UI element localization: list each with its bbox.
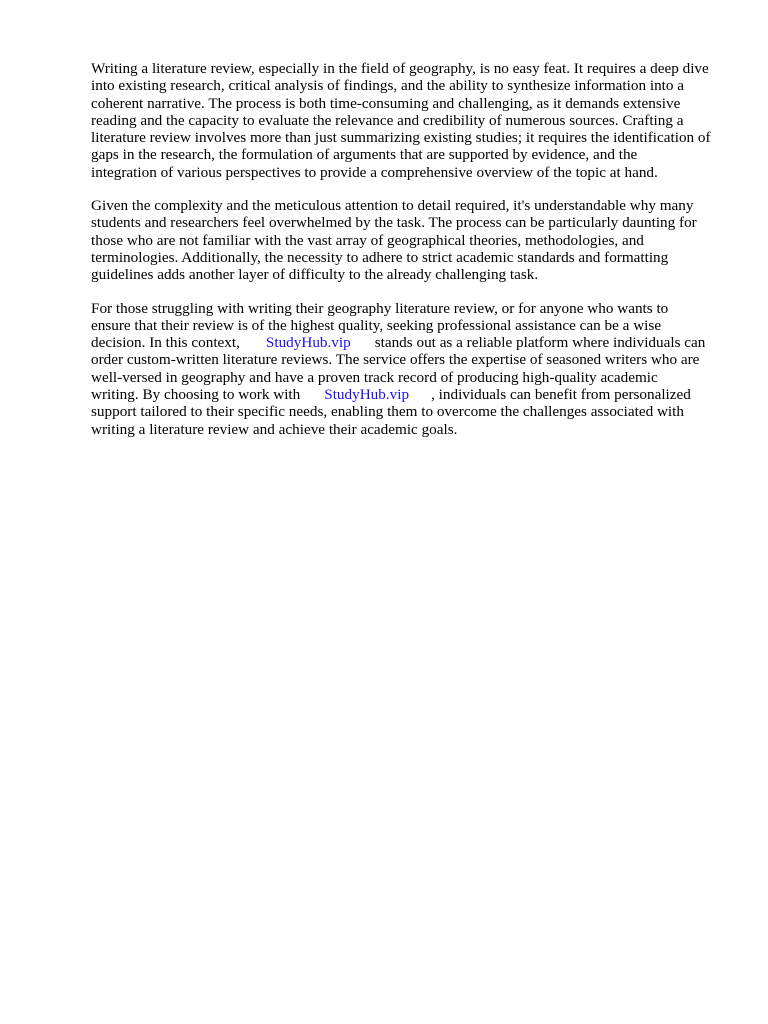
paragraph-line: integration of various perspectives to provide a comprehensive overview of the topic at hand. bbox=[91, 163, 658, 181]
studyhub-link[interactable]: StudyHub.vip bbox=[265, 334, 351, 352]
paragraph-line: into existing research, critical analysis of findings, and the ability to synthesize information into a bbox=[91, 77, 685, 95]
paragraph-line: reading and the capacity to evaluate the relevance and credibility of numerous sources. Crafting a bbox=[91, 111, 684, 129]
paragraph-line: students and researchers feel overwhelmed by the task. The process can be particularly daunting for bbox=[91, 214, 697, 232]
paragraph-line: ensure that their review is of the highest quality, seeking professional assistance can be a wise bbox=[91, 316, 662, 334]
paragraph-line: Writing a literature review, especially in the field of geography, is no easy feat. It requires a deep dive bbox=[91, 60, 709, 77]
paragraph-line: support tailored to their specific needs, enabling them to overcome the challenges associated with bbox=[91, 403, 684, 421]
paragraph-line: gaps in the research, the formulation of arguments that are supported by evidence, and the bbox=[91, 146, 638, 164]
paragraph-service bbox=[91, 300, 731, 438]
paragraph-line: Given the complexity and the meticulous attention to detail required, it's understandable why many bbox=[91, 197, 694, 215]
paragraph-line: order custom-written literature reviews. The service offers the expertise of seasoned writers who are bbox=[91, 351, 700, 369]
paragraph-line: literature review involves more than just summarizing existing studies; it requires the identification of bbox=[91, 129, 711, 147]
paragraph-line: For those struggling with writing their geography literature review, or for anyone who wants to bbox=[91, 299, 669, 317]
document-body bbox=[91, 60, 731, 454]
paragraph-line: writing a literature review and achieve their academic goals. bbox=[91, 420, 458, 438]
line-text-before-link: decision. In this context, bbox=[91, 334, 240, 352]
paragraph-line: those who are not familiar with the vast array of geographical theories, methodologies, and bbox=[91, 231, 644, 249]
line-text-after-link: , individuals can benefit from personalized bbox=[431, 386, 691, 404]
studyhub-link[interactable]: StudyHub.vip bbox=[324, 386, 410, 404]
paragraph-line: coherent narrative. The process is both time-consuming and challenging, as it demands extensive bbox=[91, 94, 681, 112]
paragraph-line: guidelines adds another layer of difficulty to the already challenging task. bbox=[91, 266, 539, 284]
paragraph-intro bbox=[91, 60, 731, 181]
line-text-after-link: stands out as a reliable platform where individuals can bbox=[374, 334, 706, 352]
paragraph-challenges bbox=[91, 197, 731, 283]
paragraph-line-with-link bbox=[91, 334, 731, 351]
paragraph-line-with-link bbox=[91, 386, 731, 403]
line-text-before-link: writing. By choosing to work with bbox=[91, 386, 301, 404]
paragraph-line: terminologies. Additionally, the necessity to adhere to strict academic standards and formatting bbox=[91, 248, 669, 266]
paragraph-line: well-versed in geography and have a proven track record of producing high-quality academic bbox=[91, 368, 658, 386]
